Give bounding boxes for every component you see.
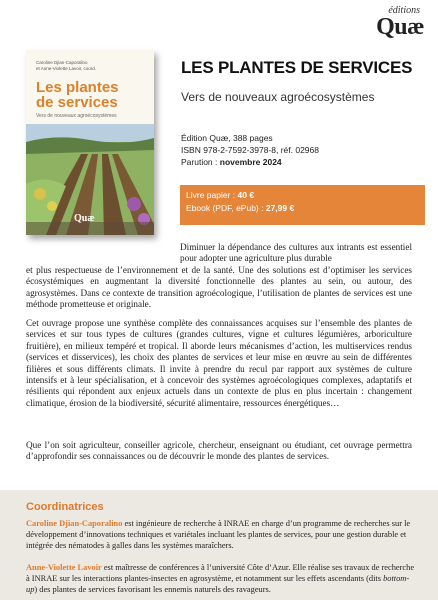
coordinator-2-bio-b: ) des plantes de services favorisant les ennemis naturels des ravageurs. bbox=[34, 584, 271, 594]
coordinator-1-name: Caroline Djian-Caporalino bbox=[26, 519, 123, 528]
coordinator-2-bio-italic: bottom-up bbox=[26, 573, 410, 594]
publisher-logo bbox=[376, 6, 424, 39]
price-ebook-value: 27,99 € bbox=[265, 203, 295, 213]
publisher-logo-sub: éditions bbox=[388, 5, 420, 16]
coordinator-1 bbox=[26, 519, 416, 551]
meta-publisher-pages: Édition Quæ, 388 pages bbox=[181, 133, 273, 143]
coordinator-2-bio-a: est maîtresse de conférences à l’université Côte d’Azur. Elle réalise ses travaux de recherche à INRAE sur les interactions plantes-insectes en agrosystème, et notamment sur les effets ascendants (dits bbox=[26, 563, 415, 583]
cover-logo: Quæ bbox=[74, 213, 95, 224]
cover-authors bbox=[36, 60, 96, 72]
cover-title-line-2: de services bbox=[36, 94, 118, 111]
cover-author-1: Caroline Djian-Caporalino bbox=[36, 60, 88, 65]
meta-parution bbox=[181, 156, 319, 168]
description-paragraph-3: Que l’on soit agriculteur, conseiller agricole, chercheur, enseignant ou étudiant, cet ouvrage permettra d’approfondir ses connaissances ou de découvrir le monde des plantes de services. bbox=[26, 440, 412, 462]
cover-author-2: et Anne-Violette Lavoir, coord. bbox=[36, 66, 96, 71]
parution-label: Parution : bbox=[181, 157, 220, 167]
coordinator-2-name: Anne-Violette Lavoir bbox=[26, 563, 102, 572]
coordinators-heading: Coordinatrices bbox=[26, 501, 104, 513]
price-ebook bbox=[186, 202, 419, 215]
price-paper-label: Livre papier : bbox=[186, 190, 238, 200]
book-cover bbox=[26, 50, 154, 235]
description-paragraph-1-start: Diminuer la dépendance des cultures aux intrants est essentiel pour adopter une agriculture plus durable bbox=[180, 242, 412, 264]
meta-isbn: ISBN 978-2-7592-3978-8, réf. 02968 bbox=[181, 145, 319, 155]
coordinator-2 bbox=[26, 563, 416, 595]
coordinator-1-bio: est ingénieure de recherche à INRAE en charge d’un programme de recherches sur le développement d’innovations techniques et variétales incluant les plantes de services, pour une gestion durable et intégrée des nématodes à galles dans les systèmes maraîchers. bbox=[26, 519, 411, 550]
price-paper bbox=[186, 189, 419, 202]
cover-subtitle: Vers de nouveaux agroécosystèmes bbox=[36, 113, 117, 119]
book-subtitle: Vers de nouveaux agroécosystèmes bbox=[181, 90, 375, 104]
book-meta bbox=[181, 132, 319, 168]
description-paragraph-2: Cet ouvrage propose une synthèse complète des connaissances acquises sur l’ensemble des plantes de services et sur tous types de cultures (grandes cultures, vigne et cultures légumières, arboriculture fruitière), en milieux tempéré et tropical. Il aborde leurs mécanismes d’action, les multiservices rendus (services et disservices), les choix des plantes de services et leur mise en œuvre au sein de différentes filières et sous différents climats. Il invite à prendre du recul par rapport aux systèmes de culture intensifs et à leur spécialisation, et à concevoir des systèmes agroécologiques complexes, adaptatifs et résilients qui répondent aux enjeux actuels dans un contexte de plus en plus incertain : changement climatique, érosion de la biodiversité, sécurité alimentaire, ressources énergétiques… bbox=[26, 318, 412, 408]
book-title: LES PLANTES DE SERVICES bbox=[181, 58, 413, 77]
price-box bbox=[180, 185, 425, 225]
parution-value: novembre 2024 bbox=[219, 157, 282, 167]
price-paper-value: 40 € bbox=[237, 190, 255, 200]
price-ebook-label: Ebook (PDF, ePub) : bbox=[186, 203, 266, 213]
description-paragraph-1-rest: et plus respectueuse de l’environnement et de la santé. Une des solutions est d’optimiser les services écosystémiques en augmentant la diversité fonctionnelle des plantes au sein, ou autour, des agrosystèmes. Dans ce contexte de transition agroécologique, l’utilisation de plantes de services est une méthode prometteuse et originale. bbox=[26, 265, 412, 310]
cover-title-line-1: Les plantes bbox=[36, 79, 119, 96]
cover-title bbox=[36, 80, 148, 110]
publisher-logo-main: Quæ bbox=[376, 14, 424, 40]
